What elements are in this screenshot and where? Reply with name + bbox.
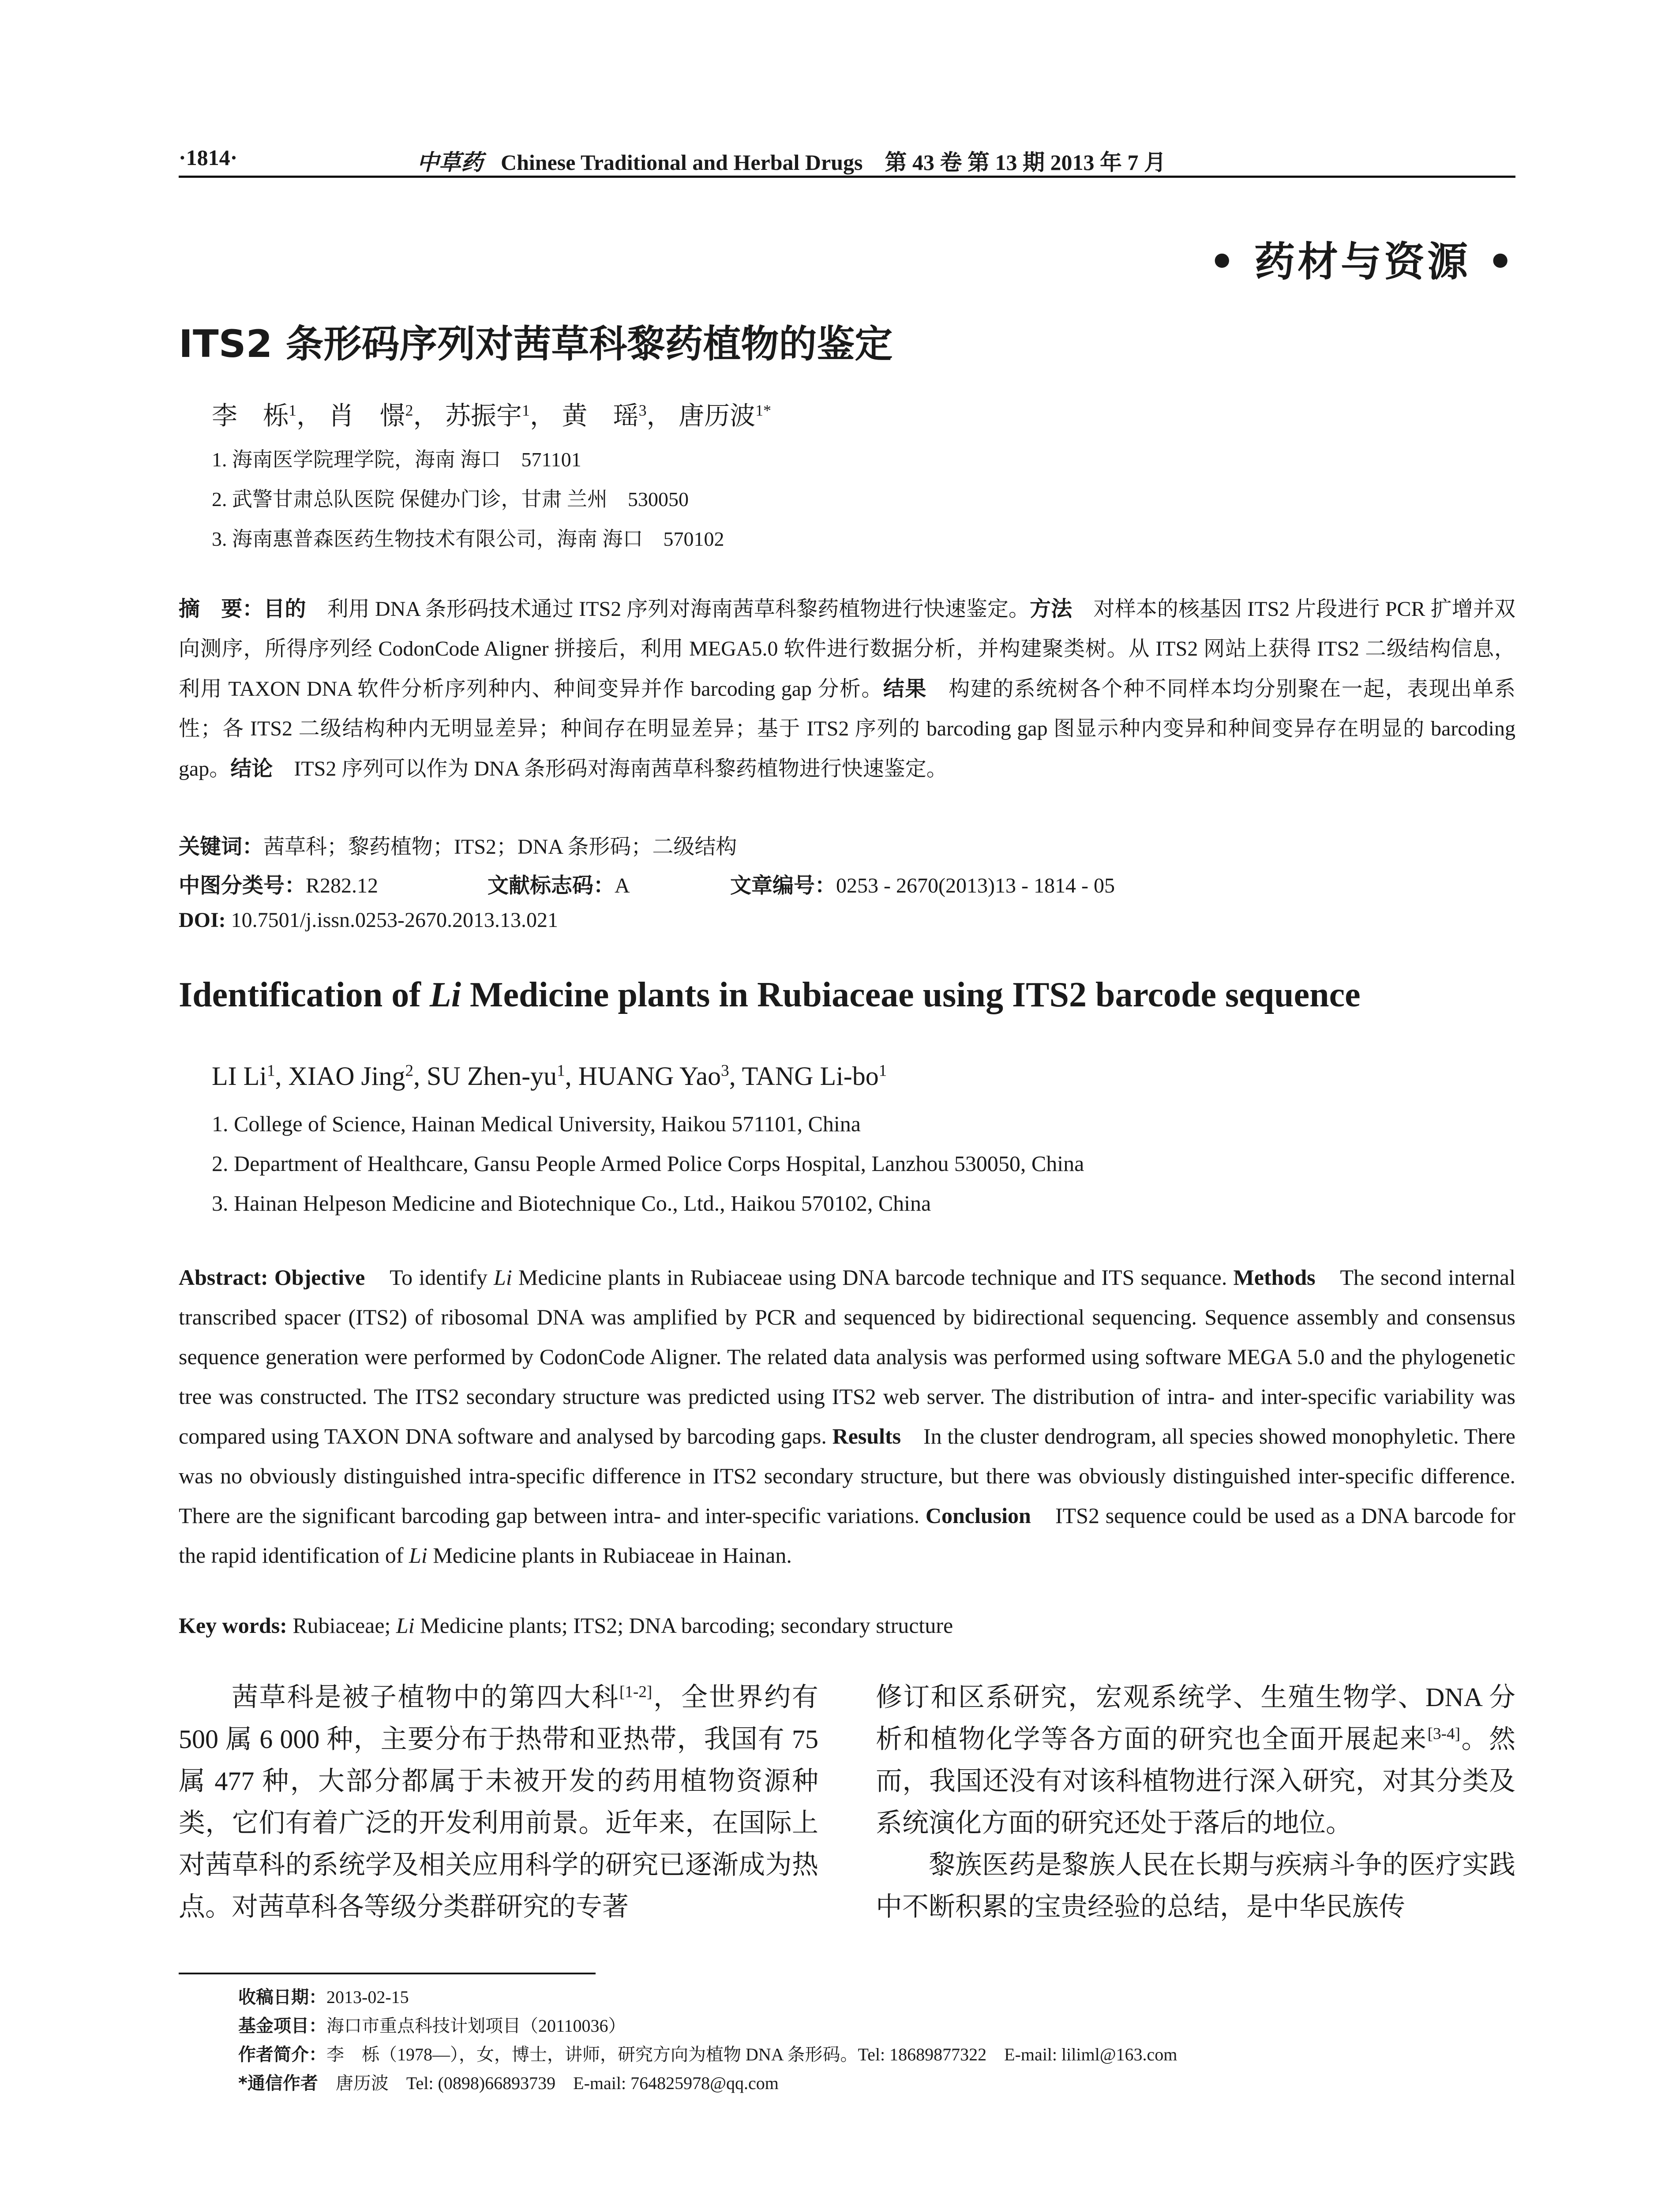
article-label: 文章编号： xyxy=(730,873,836,898)
results-text: In the cluster dendrogram, all species showed monophyletic. There was no obviously distinguished intra-specific difference in ITS2 secondary structure, but there was obviously distinguished inter-specific difference. There are the significant barcoding gap between intra- and inter-specific variations. xyxy=(179,1424,1515,1528)
body-right-column xyxy=(876,1677,1515,1844)
keywords-italic: Li xyxy=(396,1613,415,1638)
section-label: • 药材与资源 • xyxy=(1209,238,1516,285)
body-text: 。然而，我国还没有对该科植物进行深入研究，对其分类及系统演化方面的研究还处于落后的地位。 xyxy=(876,1725,1516,1838)
abstract-cn xyxy=(179,589,1515,789)
conclusion-text: ITS2 序列可以作为 DNA 条形码对海南茜草科黎药植物进行快速鉴定。 xyxy=(294,757,948,780)
clc-label: 中图分类号： xyxy=(179,873,306,898)
footnote-label: *通信作者 xyxy=(238,2073,318,2093)
author-name: LI Li xyxy=(212,1062,267,1091)
footnote-received xyxy=(238,1983,409,2008)
objective-text: To identify xyxy=(390,1265,494,1290)
keywords-value: Medicine plants; ITS2; DNA barcoding; secondary structure xyxy=(414,1613,953,1638)
keywords-value: 茜草科；黎药植物；ITS2；DNA 条形码；二级结构 xyxy=(263,835,737,859)
journal-info xyxy=(417,145,1166,176)
body-right-paragraph: 黎族医药是黎族人民在长期与疾病斗争的医疗实践中不断积累的宝贵经验的总结，是中华民族传 xyxy=(876,1850,1515,1921)
affiliation-en: 2. Department of Healthcare, Gansu People Armed Police Corps Hospital, Lanzhou 530050, China xyxy=(212,1151,1084,1176)
author-name: HUANG Yao xyxy=(578,1062,721,1091)
author-sup: 1 xyxy=(878,1062,887,1080)
abstract-label: Abstract: xyxy=(179,1265,268,1290)
affiliation-cn: 3. 海南惠普森医药生物技术有限公司，海南 海口 570102 xyxy=(212,528,724,550)
results-label: 结果 xyxy=(883,676,927,701)
abstract-label: 摘 要： xyxy=(179,597,264,621)
conclusion-label: 结论 xyxy=(230,756,273,781)
methods-label: 方法 xyxy=(1030,597,1072,621)
keywords-label: 关键词： xyxy=(179,834,264,859)
doi xyxy=(179,908,558,932)
conclusion-text: Medicine plants in Rubiaceae in Hainan. xyxy=(427,1543,792,1568)
body-left-column xyxy=(179,1677,818,1928)
title-en-part: Medicine plants in Rubiaceae using ITS2 barcode sequence xyxy=(461,975,1361,1014)
affiliation-en: 3. Hainan Helpeson Medicine and Biotechnique Co., Ltd., Haikou 570102, China xyxy=(212,1191,931,1216)
classification-line xyxy=(179,868,378,899)
results-text: 构建的系统树各个种不同样本均分别聚在一起，表现出单系性；各 ITS2 二级结构种内无明显差异；种间存在明显差异；基于 ITS2 序列的 barcoding gap 图显示种内变异和种间变异存在明显的 barcoding gap。 xyxy=(179,677,1515,780)
objective-label: Objective xyxy=(274,1265,365,1290)
citation: [1-2] xyxy=(619,1683,652,1701)
author-name: 唐历波 xyxy=(679,401,756,430)
author-sup: 2 xyxy=(405,1062,414,1080)
doc-value: A xyxy=(615,874,630,897)
keywords-en xyxy=(179,1613,953,1638)
authors-en: LI Li$^1$, XIAO Jing$^2$, SU Zhen-$yu^1$, HUANG Yao$^3$, TANG $Li-bo^1$ xyxy=(212,1062,887,1091)
body-text: ，全世界约有 500 属 6 000 种，主要分布于热带和亚热带，我国有 75 属 477 种，大部分都属于未被开发的药用植物资源种类，它们有着广泛的开发利用前景。近年来，在国际上对茜草科的系统学及相关应用科学的研究已逐渐成为热点。对茜草科各等级分类群研究的专著 xyxy=(179,1683,819,1921)
keywords-cn xyxy=(179,829,737,860)
journal-name-cn: 中草药 xyxy=(417,150,483,175)
objective-label: 目的 xyxy=(263,597,306,621)
running-header xyxy=(179,140,1515,180)
page-number: ·1814· xyxy=(179,145,238,170)
methods-text: The second internal transcribed spacer (ITS2) of ribosomal DNA was amplified by PCR and sequenced by bidirectional sequencing. Sequence assembly and consensus sequence generation were performed by CodonCode Aligner. The related data analysis was performed using software MEGA 5.0 and the phylogenetic tree was constructed. The ITS2 secondary structure was predicted using ITS2 web server. The distribution of intra- and inter-specific variability was compared using TAXON DNA software and analysed by barcoding gaps. xyxy=(179,1265,1515,1448)
affiliation-cn: 2. 武警甘肃总队医院 保健办门诊，甘肃 兰州 530050 xyxy=(212,488,689,510)
author-name: 肖 憬 xyxy=(328,401,405,430)
abstract-en xyxy=(179,1257,1515,1575)
conclusion-italic: Li xyxy=(409,1543,428,1568)
methods-label: Methods xyxy=(1233,1265,1316,1290)
author-name: 苏振宇 xyxy=(445,401,522,430)
title-en-part: Identification of xyxy=(179,975,430,1014)
keywords-label: Key words: xyxy=(179,1613,287,1638)
author-sup: 1* xyxy=(755,401,772,420)
affiliation-cn: 1. 海南医学院理学院，海南 海口 571101 xyxy=(212,448,581,471)
author-sup: 1 xyxy=(266,1062,275,1080)
author-sup: 1 xyxy=(522,401,530,420)
author-name: 黄 瑶 xyxy=(562,401,639,430)
footnote-value: 2013-02-15 xyxy=(326,1987,409,2007)
author-name: 李 栎 xyxy=(212,401,289,430)
citation: [3-4] xyxy=(1427,1725,1460,1743)
title-en-italic: Li xyxy=(429,975,461,1014)
article-value: 0253 - 2670(2013)13 - 1814 - 05 xyxy=(836,874,1115,897)
footnote-value: 唐历波 Tel: (0898)66893739 E-mail: 764825978@qq.com xyxy=(335,2073,779,2093)
issue-info: 第 43 卷 第 13 期 2013 年 7 月 xyxy=(885,150,1166,175)
clc-value: R282.12 xyxy=(306,874,379,897)
footnote-label: 作者简介： xyxy=(238,2045,326,2065)
body-text: 茜草科是被子植物中的第四大科 xyxy=(232,1683,619,1712)
author-sup: 1 xyxy=(289,401,296,420)
footnote-label: 基金项目： xyxy=(238,2016,326,2036)
results-label: Results xyxy=(832,1424,901,1448)
footnote-author xyxy=(238,2041,1177,2066)
doc-label: 文献标志码： xyxy=(488,873,615,898)
objective-italic: Li xyxy=(494,1265,512,1290)
objective-text: Medicine plants in Rubiaceae using DNA barcode technique and ITS sequance. xyxy=(512,1265,1227,1290)
journal-name-en: Chinese Traditional and Herbal Drugs xyxy=(501,150,863,175)
author-name: SU Zhen-yu xyxy=(427,1062,557,1091)
footnote-label: 收稿日期： xyxy=(238,1987,326,2007)
title-cn: ITS2 条形码序列对茜草科黎药植物的鉴定 xyxy=(179,322,893,366)
author-sup: 1 xyxy=(557,1062,565,1080)
author-name: XIAO Jing xyxy=(288,1062,405,1091)
author-sup: 2 xyxy=(405,401,413,420)
doi-label: DOI: xyxy=(179,908,226,932)
header-rule xyxy=(179,176,1515,178)
author-name: TANG Li-bo xyxy=(742,1062,879,1091)
doc-code xyxy=(488,868,630,899)
conclusion-label: Conclusion xyxy=(925,1503,1031,1528)
doi-value: 10.7501/j.issn.0253-2670.2013.13.021 xyxy=(231,908,559,932)
footnote-corresponding xyxy=(238,2069,779,2094)
objective-text: 利用 DNA 条形码技术通过 ITS2 序列对海南茜草科黎药植物进行快速鉴定。 xyxy=(327,597,1030,621)
footnote-fund xyxy=(238,2012,626,2037)
conclusion-text: ITS2 sequence could be used as a DNA barcode for the rapid identification of xyxy=(179,1503,1516,1568)
body-text: 修订和区系研究，宏观系统学、生殖生物学、DNA 分析和植物化学等各方面的研究也全面开展起来 xyxy=(876,1683,1515,1754)
footnote-value: 李 栎（1978—），女，博士，讲师，研究方向为植物 DNA 条形码。Tel: 18689877322 E-mail: liliml@163.com xyxy=(326,2045,1178,2064)
author-sup: 3 xyxy=(721,1062,729,1080)
author-sup: 3 xyxy=(638,401,647,420)
methods-text: 对样本的核基因 ITS2 片段进行 PCR 扩增并双向测序，所得序列经 CodonCode Aligner 拼接后，利用 MEGA5.0 软件进行数据分析，并构建聚类树。从 ITS2 网站上获得 ITS2 二级结构信息，利用 TAXON DNA 软件分析序列种内、种间变异并作 barcoding gap 分析。 xyxy=(179,597,1515,701)
title-en xyxy=(179,975,1361,1015)
article-number xyxy=(730,868,1115,899)
keywords-value: Rubiaceae; xyxy=(292,1613,396,1638)
footnote-value: 海口市重点科技计划项目（20110036） xyxy=(326,2016,626,2036)
authors-cn: 李 栎$^1$， 肖 憬$^2$， 苏振宇$^1$， 黄 瑶$^3$， 唐历波$^{1*}$ xyxy=(212,401,772,430)
affiliation-en: 1. College of Science, Hainan Medical University, Haikou 571101, China xyxy=(212,1111,861,1136)
footnote-rule xyxy=(179,1973,596,1974)
